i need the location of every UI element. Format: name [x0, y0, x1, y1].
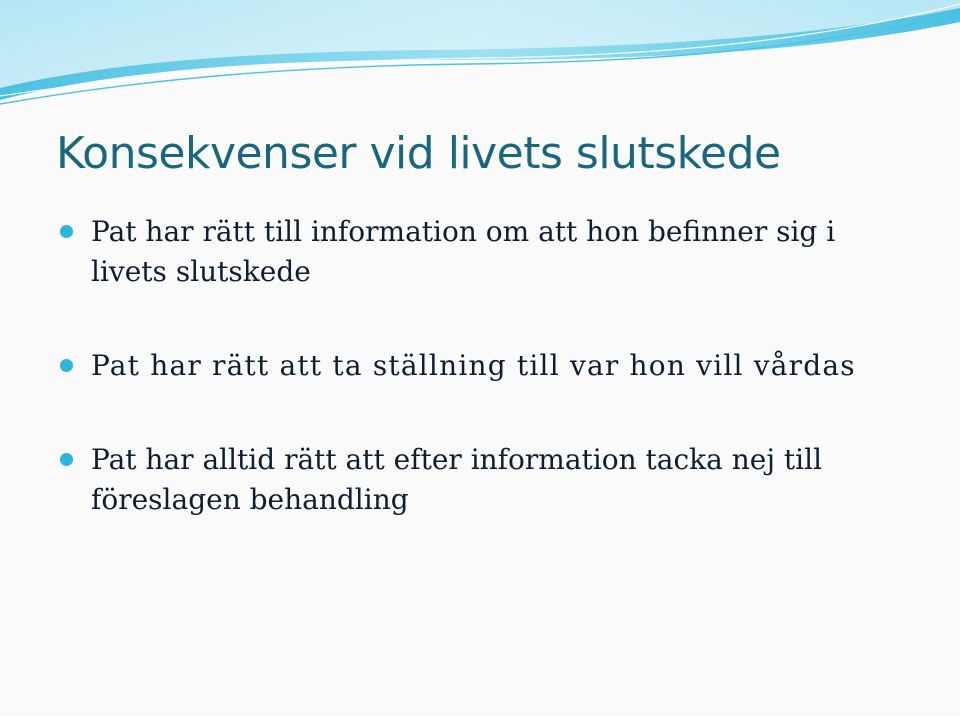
bullet-item	[60, 346, 920, 386]
bullet-text: Pat har rätt att ta ställning till var hon vill vårdas	[91, 349, 856, 382]
slide-title: Konsekvenser vid livets slutskede	[56, 128, 781, 179]
bullet-dot-icon	[60, 453, 73, 466]
header-wave-decoration	[0, 0, 960, 120]
bullet-dot-icon	[60, 225, 73, 238]
bullet-text: Pat har rätt till information om att hon befinner sig i livets slutskede	[91, 215, 836, 288]
bullet-dot-icon	[60, 359, 73, 372]
bullet-item	[60, 440, 920, 520]
bullet-list	[60, 212, 920, 574]
bullet-item	[60, 212, 920, 292]
bullet-text: Pat har alltid rätt att efter information tacka nej till föreslagen behandling	[91, 443, 823, 516]
